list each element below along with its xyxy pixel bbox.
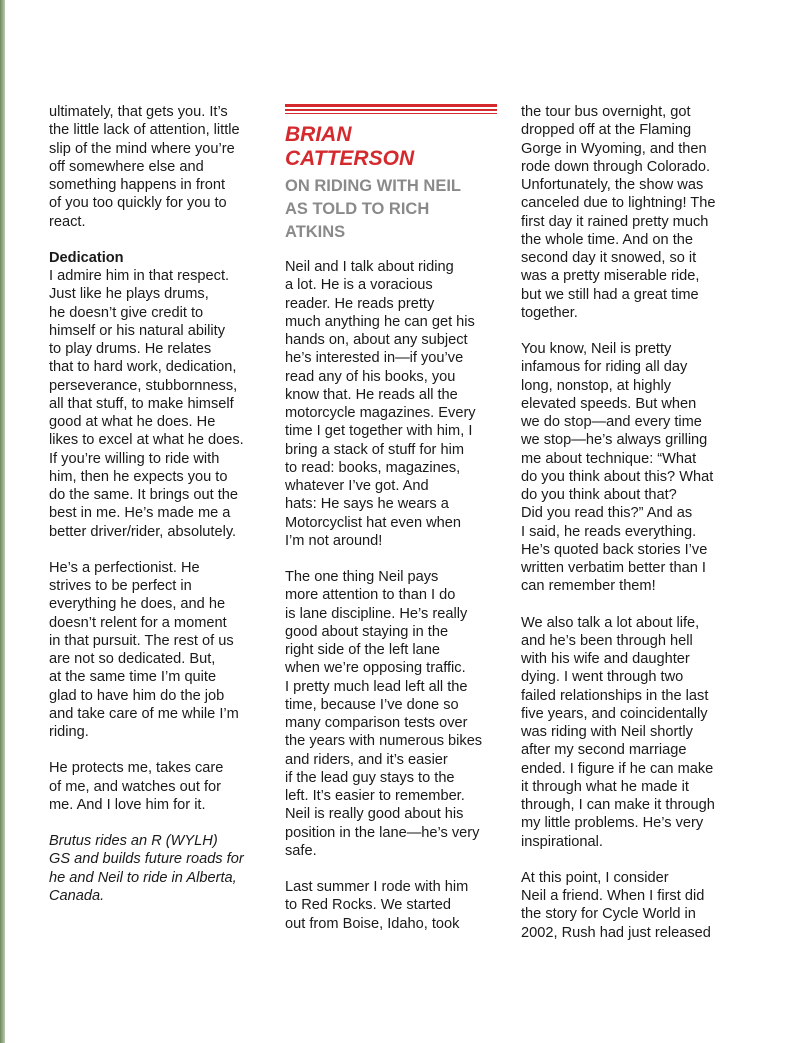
paragraph: The one thing Neil pays more attention to than I do is lane discipline. He’s really good about staying in the right side of the left lane when we’re opposing traffic. I pretty much lead left all the time, because I’ve done so many comparison tests over the years with numerous bikes and riders, and it’s easier if the lead guy stays to the left. It’s easier to remember. Neil is really good about his position in the lane—he’s very safe. [285, 569, 483, 859]
paragraph: We also talk a lot about life, and he’s been through hell with his wife and daughter dying. I went through two failed relationships in the last five years, and coincidentally was riding with Neil shortly after my second marriage ended. I figure if he can make it through what he made it through, I can make it through my little problems. He’s very inspirational. [521, 614, 715, 850]
author-bio: Brutus rides an R (WYLH) GS and builds future roads for he and Neil to ride in Alberta, Canada. [49, 833, 244, 904]
paragraph: I admire him in that respect. Just like he plays drums, he doesn’t give credit to himself or his natural ability to play drums. He relates that to hard work, dedication, perseverance, stubbornness, all that stuff, to make himself good at what he does. He likes to excel at what he does. If you’re willing to ride with him, then he expects you to do the same. It brings out the best in me. He’s made me a better driver/rider, absolutely. [49, 268, 244, 540]
paragraph: the tour bus overnight, got dropped off at the Flaming Gorge in Wyoming, and then rode down through Colorado. Unfortunately, the show was canceled due to lightning! The first day it rained pretty much the whole time. And on the second day it snowed, so it was a pretty miserable ride, but we still had a great time together. [521, 104, 716, 321]
byline-name: BRIAN CATTERSON [285, 123, 415, 170]
paragraph: Neil and I talk about riding a lot. He is a voracious reader. He reads pretty much anything he can get his hands on, about any subject he’s interested in—if you’ve read any of his books, you know that. He reads all the motorcycle magazines. Every time I get together with him, I bring a stack of stuff for him to read: books, magazines, whatever I’ve got. And hats: He says he wears a Motorcyclist hat even when I’m not around! [285, 259, 476, 549]
paragraph: He protects me, takes care of me, and watches out for me. And I love him for it. [49, 760, 224, 813]
column-left [49, 103, 265, 905]
section-heading-dedication: Dedication [49, 249, 124, 266]
column-middle [285, 103, 503, 933]
header-rule [285, 104, 497, 116]
byline-subtitle: ON RIDING WITH NEIL AS TOLD TO RICH ATKINS [285, 177, 461, 241]
paragraph: ultimately, that gets you. It’s the little lack of attention, little slip of the mind where you’re off somewhere else and something happens in front of you too quickly for you to react. [49, 104, 240, 230]
paragraph: You know, Neil is pretty infamous for riding all day long, nonstop, at highly elevated speeds. But when we do stop—and every time we stop—he’s always grilling me about technique: “What do you think about this? What do you think about that? Did you read this?” And as I said, he reads everything. He’s quoted back stories I’ve written verbatim better than I can remember them! [521, 341, 714, 595]
paragraph: At this point, I consider Neil a friend. When I first did the story for Cycle World in 2002, Rush had just released [521, 869, 711, 941]
column-right [521, 103, 739, 942]
paragraph: He’s a perfectionist. He strives to be perfect in everything he does, and he doesn’t relent for a moment in that pursuit. The rest of us are not so dedicated. But, at the same time I’m quite glad to have him do the job and take care of me while I’m riding. [49, 559, 239, 740]
page-edge-strip [0, 0, 5, 1043]
paragraph: Last summer I rode with him to Red Rocks. We started out from Boise, Idaho, took [285, 879, 469, 932]
